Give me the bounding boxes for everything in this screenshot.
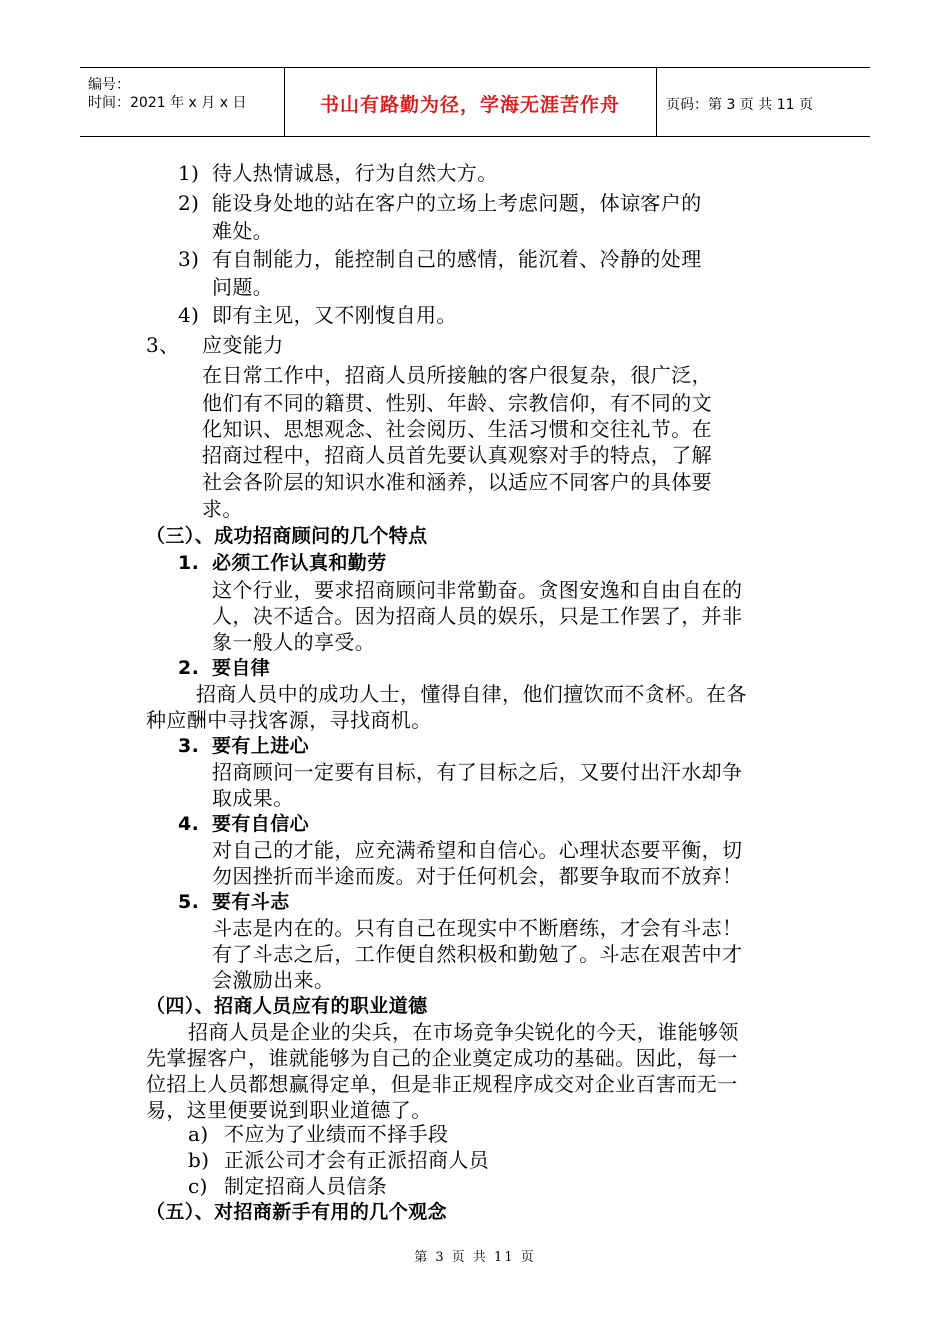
list-item: 制定招商人员信条 xyxy=(224,1174,388,1198)
trait-title: 要有上进心 xyxy=(212,735,310,757)
trait-number: 1. xyxy=(178,552,200,574)
list-letter: a) xyxy=(188,1122,209,1146)
paragraph-line: 求。 xyxy=(202,497,243,521)
list-number: 2) xyxy=(178,191,200,215)
trait-title: 要有自信心 xyxy=(212,813,310,835)
section-number: 3、 xyxy=(146,333,180,357)
list-item: 难处。 xyxy=(212,219,274,243)
section-heading: （三）、成功招商顾问的几个特点 xyxy=(146,525,428,547)
paragraph-line: 位招上人员都想赢得定单，但是非正规程序成交对企业百害而无一 xyxy=(146,1072,738,1096)
time-label: 时间：2021 年 x 月 x 日 xyxy=(88,95,247,111)
paragraph-line: 斗志是内在的。只有自己在现实中不断磨练，才会有斗志！ xyxy=(212,916,743,940)
paragraph-line: 先掌握客户，谁就能够为自己的企业奠定成功的基础。因此，每一 xyxy=(146,1046,738,1070)
paragraph-line: 有了斗志之后，工作便自然积极和勤勉了。斗志在艰苦中才 xyxy=(212,942,743,966)
paragraph-line: 勿因挫折而半途而废。对于任何机会，都要争取而不放弃！ xyxy=(212,864,743,888)
paragraph-line: 在日常工作中，招商人员所接触的客户很复杂，很广泛， xyxy=(202,363,712,387)
list-item: 正派公司才会有正派招商人员 xyxy=(224,1148,490,1172)
trait-number: 5. xyxy=(178,891,200,913)
paragraph-line: 社会各阶层的知识水准和涵养，以适应不同客户的具体要 xyxy=(202,470,712,494)
section-title: 应变能力 xyxy=(202,333,284,357)
page-info: 页码：第 3 页 共 11 页 xyxy=(666,97,813,113)
paragraph-line: 人，决不适合。因为招商人员的娱乐，只是工作罢了，并非 xyxy=(212,604,743,628)
list-letter: c) xyxy=(188,1174,208,1198)
paragraph-line: 易，这里便要说到职业道德了。 xyxy=(146,1098,432,1122)
trait-number: 2. xyxy=(178,657,200,679)
paragraph-line: 他们有不同的籍贯、性别、年龄、宗教信仰，有不同的文 xyxy=(202,391,712,415)
trait-title: 要自律 xyxy=(212,657,271,679)
trait-title: 必须工作认真和勤劳 xyxy=(212,552,387,574)
paragraph-line: 会激励出来。 xyxy=(212,968,335,992)
paragraph-line: 招商过程中，招商人员首先要认真观察对手的特点，了解 xyxy=(202,443,712,467)
list-item: 能设身处地的站在客户的立场上考虑问题，体谅客户的 xyxy=(212,191,702,215)
paragraph-line: 取成果。 xyxy=(212,786,294,810)
serial-label: 编号： xyxy=(88,77,130,93)
paragraph-line: 招商人员中的成功人士，懂得自律，他们擅饮而不贪杯。在各 xyxy=(196,682,747,706)
trait-number: 3. xyxy=(178,735,200,757)
section-heading: （五）、对招商新手有用的几个观念 xyxy=(146,1201,447,1223)
paragraph-line: 招商人员是企业的尖兵，在市场竞争尖锐化的今天，谁能够领 xyxy=(188,1020,739,1044)
list-number: 3) xyxy=(178,247,200,271)
paragraph-line: 这个行业，要求招商顾问非常勤奋。贪图安逸和自由自在的 xyxy=(212,578,743,602)
section-heading: （四）、招商人员应有的职业道德 xyxy=(146,995,428,1017)
list-item: 待人热情诚恳，行为自然大方。 xyxy=(212,161,498,185)
page-footer: 第 3 页 共 11 页 xyxy=(414,1250,536,1265)
list-item: 即有主见，又不刚愎自用。 xyxy=(212,303,457,327)
list-letter: b) xyxy=(188,1148,210,1172)
list-number: 1) xyxy=(178,161,200,185)
header-divider xyxy=(656,68,657,136)
paragraph-line: 种应酬中寻找客源，寻找商机。 xyxy=(146,708,432,732)
paragraph-line: 化知识、思想观念、社会阅历、生活习惯和交往礼节。在 xyxy=(202,417,712,441)
trait-title: 要有斗志 xyxy=(212,891,290,913)
list-item: 有自制能力，能控制自己的感情，能沉着、冷静的处理 xyxy=(212,247,702,271)
list-number: 4) xyxy=(178,303,200,327)
trait-number: 4. xyxy=(178,813,200,835)
list-item: 问题。 xyxy=(212,275,274,299)
paragraph-line: 象一般人的享受。 xyxy=(212,630,376,654)
page-header xyxy=(80,67,870,137)
paragraph-line: 招商顾问一定要有目标，有了目标之后，又要付出汗水却争 xyxy=(212,760,743,784)
list-item: 不应为了业绩而不择手段 xyxy=(224,1122,449,1146)
paragraph-line: 对自己的才能，应充满希望和自信心。心理状态要平衡，切 xyxy=(212,838,743,862)
motto: 书山有路勤为径，学海无涯苦作舟 xyxy=(319,94,620,116)
